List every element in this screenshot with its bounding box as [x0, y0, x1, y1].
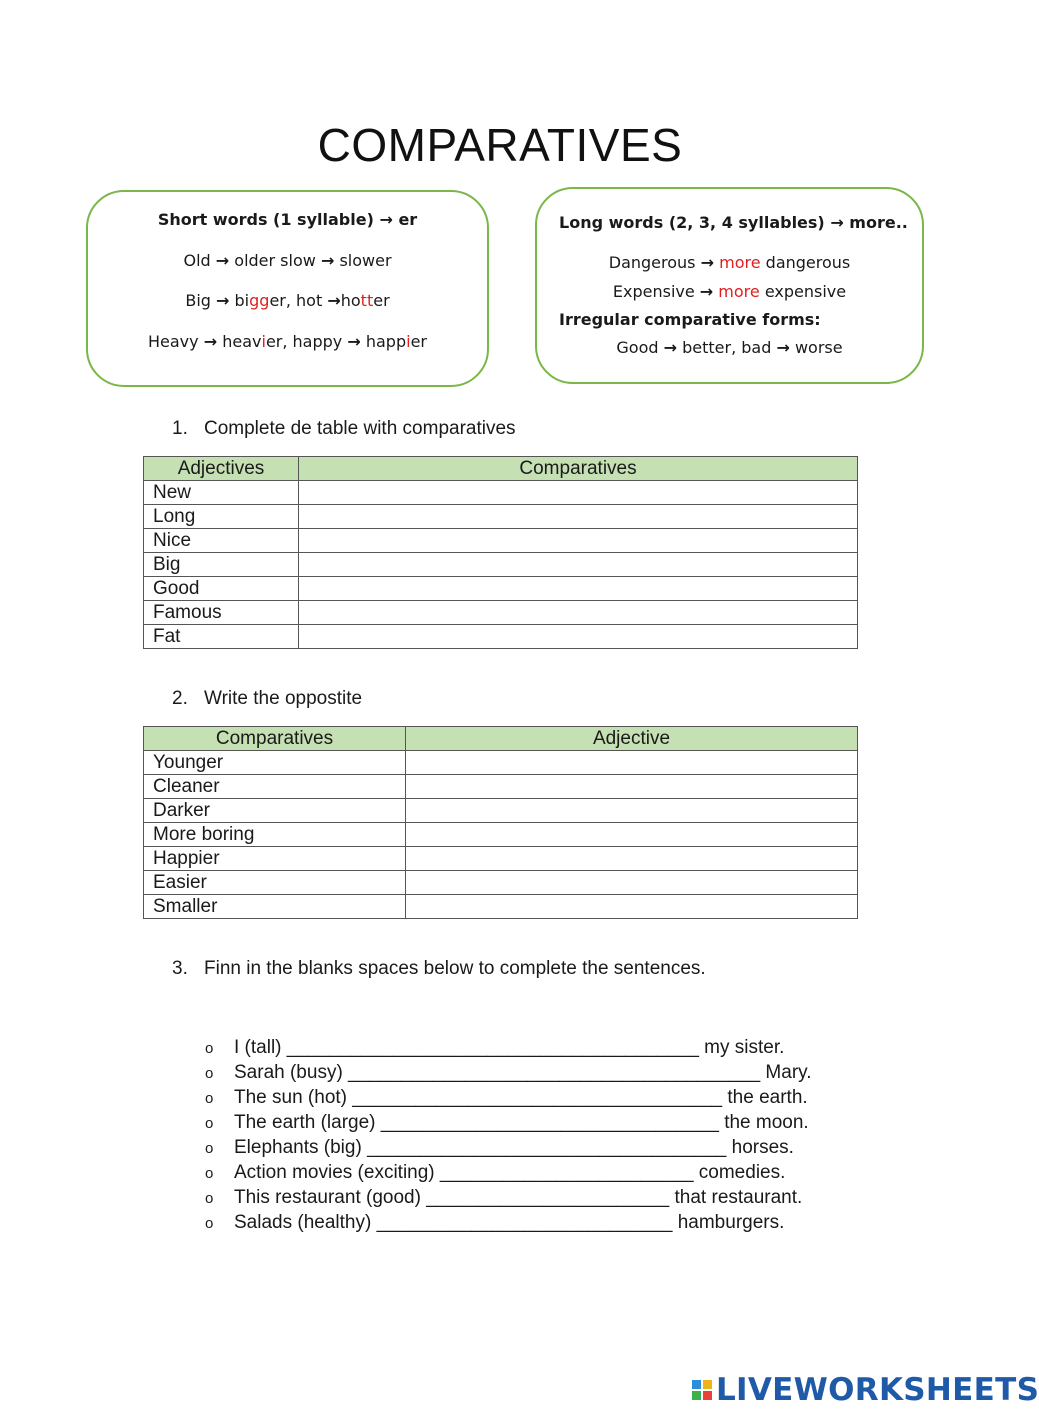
answer-cell[interactable]	[299, 553, 858, 577]
arrow-icon: →	[347, 332, 361, 351]
bullet-icon: o	[205, 1215, 214, 1232]
comparative-cell: Easier	[144, 871, 406, 895]
answer-cell[interactable]	[406, 775, 858, 799]
list-item[interactable]: o Salads (healthy) ____________________________ hamburgers.	[205, 1210, 812, 1235]
opposites-table	[143, 726, 858, 919]
table-row	[144, 481, 858, 505]
question-3-heading: 3. Finn in the blanks spaces below to complete the sentences.	[172, 958, 706, 979]
table-row	[144, 553, 858, 577]
liveworksheets-logo	[692, 1372, 1039, 1408]
bullet-icon: o	[205, 1190, 214, 1207]
bullet-icon: o	[205, 1090, 214, 1107]
long-words-example-2: Expensive → more expensive	[612, 282, 847, 301]
short-words-heading: Short words (1 syllable) → er	[157, 210, 418, 229]
list-item[interactable]: o Sarah (busy) _______________________________________ Mary.	[205, 1060, 812, 1085]
bullet-icon: o	[205, 1115, 214, 1132]
table-row	[144, 751, 858, 775]
answer-cell[interactable]	[299, 529, 858, 553]
list-item[interactable]: o Action movies (exciting) ________________________ comedies.	[205, 1160, 812, 1185]
table-row	[144, 529, 858, 553]
adjective-cell: Big	[144, 553, 299, 577]
table-header: Adjective	[406, 727, 858, 751]
arrow-icon: →	[320, 251, 335, 270]
page-title: COMPARATIVES	[317, 119, 683, 171]
irregular-forms-heading: Irregular comparative forms:	[559, 310, 821, 329]
comparative-cell: Happier	[144, 847, 406, 871]
bullet-icon: o	[205, 1140, 214, 1157]
long-words-heading: Long words (2, 3, 4 syllables) → more..	[559, 213, 908, 232]
answer-cell[interactable]	[299, 625, 858, 649]
arrow-icon: →	[700, 253, 715, 272]
list-item[interactable]: o I (tall) _______________________________________ my sister.	[205, 1035, 812, 1060]
comparative-cell: Smaller	[144, 895, 406, 919]
arrow-icon: →	[663, 338, 678, 357]
arrow-icon: →	[327, 291, 341, 310]
answer-cell[interactable]	[299, 577, 858, 601]
arrow-icon: →	[776, 338, 790, 357]
arrow-icon: →	[203, 332, 218, 351]
adjective-cell: Fat	[144, 625, 299, 649]
answer-cell[interactable]	[406, 895, 858, 919]
bullet-icon: o	[205, 1040, 214, 1057]
answer-cell[interactable]	[406, 823, 858, 847]
sentence-list	[205, 1035, 812, 1235]
question-2-heading: 2. Write the oppostite	[172, 688, 363, 709]
answer-cell[interactable]	[299, 505, 858, 529]
bullet-icon: o	[205, 1165, 214, 1182]
comparatives-table	[143, 456, 858, 649]
arrow-icon: →	[699, 282, 714, 301]
list-item[interactable]: o Elephants (big) __________________________________ horses.	[205, 1135, 812, 1160]
table-header: Comparatives	[299, 457, 858, 481]
answer-cell[interactable]	[406, 871, 858, 895]
table-row	[144, 799, 858, 823]
comparative-cell: Cleaner	[144, 775, 406, 799]
table-row	[144, 577, 858, 601]
arrow-icon: →	[830, 213, 844, 232]
table-row	[144, 601, 858, 625]
arrow-icon: →	[379, 210, 393, 229]
adjective-cell: Nice	[144, 529, 299, 553]
comparative-cell: More boring	[144, 823, 406, 847]
answer-cell[interactable]	[406, 847, 858, 871]
adjective-cell: Famous	[144, 601, 299, 625]
short-words-rule-box	[86, 190, 489, 387]
table-row	[144, 823, 858, 847]
list-item[interactable]: o This restaurant (good) _______________________ that restaurant.	[205, 1185, 812, 1210]
table-row	[144, 625, 858, 649]
list-item[interactable]: o The earth (large) ________________________________ the moon.	[205, 1110, 812, 1135]
short-words-example-3: Heavy → heavier, happy → happier	[148, 332, 427, 351]
bullet-icon: o	[205, 1065, 214, 1082]
table-row	[144, 871, 858, 895]
table-row	[144, 775, 858, 799]
logo-mark-icon	[692, 1380, 712, 1400]
list-item[interactable]: o The sun (hot) ___________________________________ the earth.	[205, 1085, 812, 1110]
short-words-example-2: Big → bigger, hot →hotter	[185, 291, 390, 310]
table-row	[144, 895, 858, 919]
arrow-icon: →	[216, 291, 230, 310]
answer-cell[interactable]	[406, 799, 858, 823]
answer-cell[interactable]	[299, 481, 858, 505]
table-header: Adjectives	[144, 457, 299, 481]
comparative-cell: Darker	[144, 799, 406, 823]
table-row	[144, 505, 858, 529]
comparative-cell: Younger	[144, 751, 406, 775]
table-row	[144, 847, 858, 871]
answer-cell[interactable]	[299, 601, 858, 625]
adjective-cell: Good	[144, 577, 299, 601]
question-1-heading: 1. Complete de table with comparatives	[172, 418, 516, 439]
long-words-rule-box	[535, 187, 924, 384]
logo-text: LIVEWORKSHEETS	[716, 1372, 1039, 1408]
arrow-icon: →	[215, 251, 230, 270]
irregular-forms-example: Good → better, bad → worse	[616, 338, 843, 357]
answer-cell[interactable]	[406, 751, 858, 775]
table-header: Comparatives	[144, 727, 406, 751]
adjective-cell: New	[144, 481, 299, 505]
adjective-cell: Long	[144, 505, 299, 529]
long-words-example-1: Dangerous → more dangerous	[608, 253, 851, 272]
short-words-example-1: Old → older slow → slower	[183, 251, 392, 270]
